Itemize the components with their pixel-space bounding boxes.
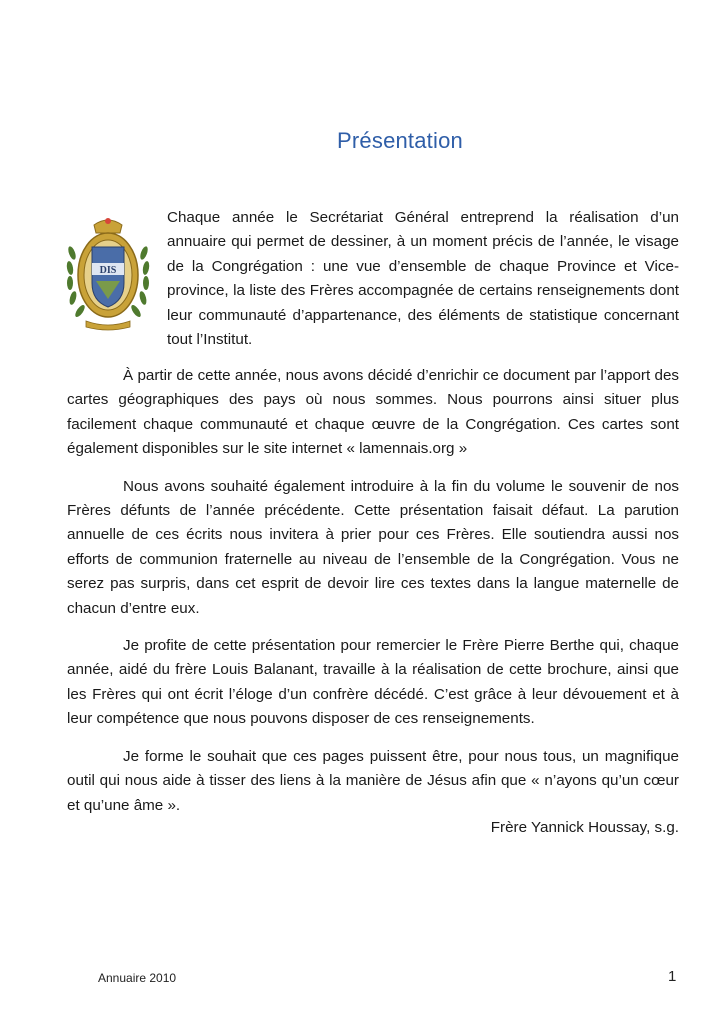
body-text <box>67 364 679 831</box>
paragraph-deceased-brothers: Nous avons souhaité également introduire à la fin du volume le souvenir de nos Frères défunts de l’année précédente. Cette présentation faisait défaut. La parution annuelle de ces écrits nous invitera à prier pour ces Frères. Elle soutiendra aussi nos efforts de communion fraternelle au niveau de l’ensemble de la Congrégation. Vous ne serez pas surpris, dans cet esprit de devoir lire ces textes dans la langue maternelle de chacun d’entre eux. <box>67 477 679 617</box>
paragraph-wish: Je forme le souhait que ces pages puissent être, pour nous tous, un magnifique outil qui nous aide à tisser des liens à la manière de Jésus afin que « n’ayons qu’un cœur et qu’une âme ». <box>67 747 679 814</box>
signature: Frère Yannick Houssay, s.g. <box>490 819 679 836</box>
footer-publication: Annuaire 2010 <box>98 971 177 985</box>
intro-paragraph: Chaque année le Secrétariat Général entreprend la réalisation d’un annuaire qui permet de dessiner, à un moment précis de l’année, le visage de la Congrégation : une vue d’ensemble de chaque Province et Vice-province, la liste des Frères accompagnée de certains renseignements dont leur communauté d’appartenance, des éléments de statistique concernant tout l’Institut. <box>167 209 679 349</box>
paragraph-maps: À partir de cette année, nous avons décidé d’enrichir ce document par l’apport des cartes géographiques des pays où nous sommes. Nous pourrons ainsi situer plus facilement chaque communauté et chaque œuvre de la Congrégation. Ces cartes sont également disponibles sur le site internet « lamennais.org » <box>67 367 679 458</box>
page-number: 1 <box>668 968 677 985</box>
emblem-lettering: DIS <box>99 265 117 276</box>
paragraph-thanks: Je profite de cette présentation pour remercier le Frère Pierre Berthe qui, chaque année, aidé du frère Louis Balanant, travaille à la réalisation de cette brochure, ainsi que les Frères qui ont écrit l’éloge d’un confrère décédé. C’est grâce à leur dévouement et à leur compétence que nous pouvons disposer de ces renseignements. <box>67 637 679 728</box>
page-title: Présentation <box>337 128 463 153</box>
congregation-emblem <box>64 213 152 333</box>
